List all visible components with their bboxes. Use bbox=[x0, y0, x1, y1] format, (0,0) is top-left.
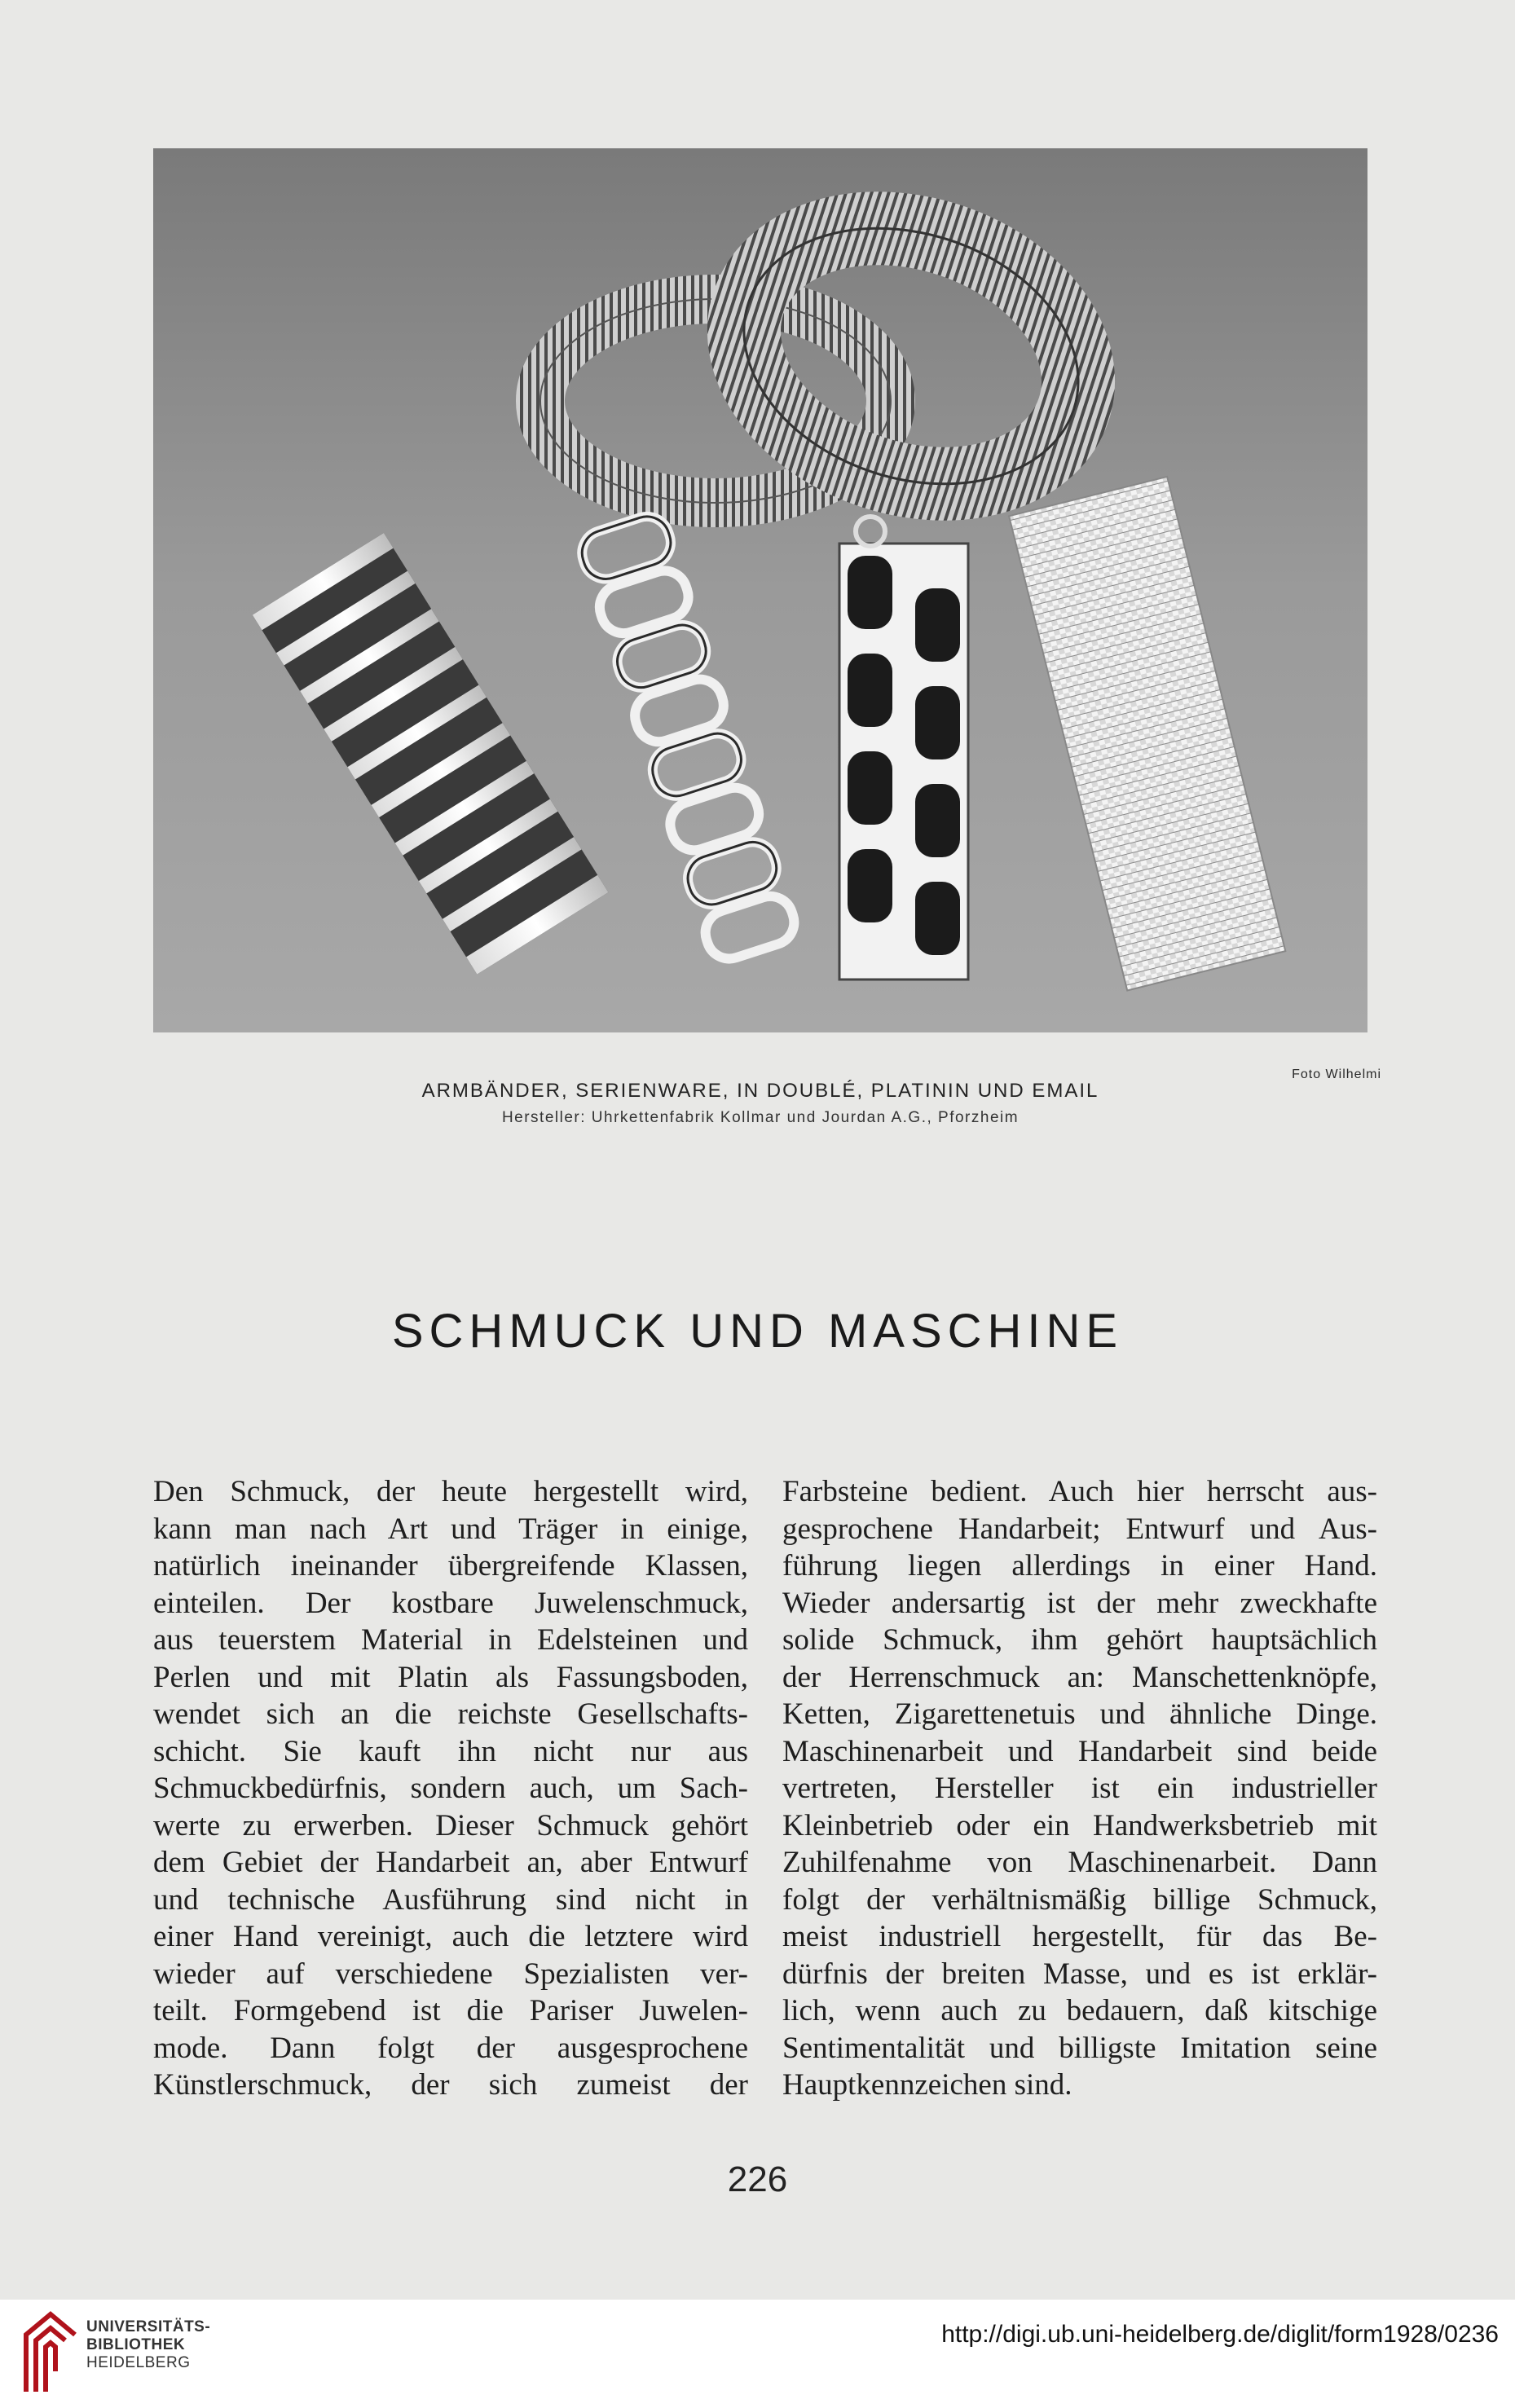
footer-bar bbox=[0, 2300, 1515, 2408]
library-name-line: BIBLIOTHEK bbox=[86, 2336, 186, 2353]
text-line: lich, wenn auch zu bedauern, daß kitschige bbox=[782, 1994, 1377, 2027]
bracelets-illustration bbox=[153, 148, 1367, 1032]
text-line: natürlich ineinander übergreifende Klassen, bbox=[153, 1549, 748, 1583]
text-line: wieder auf verschiedene Spezialisten ver- bbox=[153, 1957, 748, 1991]
text-line: folgt der verhältnismäßig billige Schmuck, bbox=[782, 1882, 1377, 1917]
text-line: dürfnis der breiten Masse, und es ist erklär- bbox=[782, 1957, 1377, 1991]
text-line: mode. Dann folgt der ausgesprochene bbox=[153, 2031, 748, 2065]
article-title: SCHMUCK UND MASCHINE bbox=[391, 1305, 1124, 1358]
text-line: Sentimentalität und billigste Imitation seine bbox=[782, 2031, 1377, 2065]
text-line: vertreten, Hersteller ist ein industrieller bbox=[782, 1772, 1377, 1805]
library-logo-icon[interactable] bbox=[18, 2306, 83, 2396]
text-line: einer Hand vereinigt, auch die letztere wird bbox=[153, 1920, 748, 1953]
text-line: Zuhilfenahme von Maschinenarbeit. Dann bbox=[782, 1846, 1377, 1879]
article-body bbox=[153, 1473, 1377, 2125]
text-line: werte zu erwerben. Dieser Schmuck gehört bbox=[153, 1808, 748, 1842]
text-line: führung liegen allerdings in einer Hand. bbox=[782, 1549, 1377, 1583]
text-line: Farbsteine bedient. Auch hier herrscht aus- bbox=[782, 1475, 1377, 1508]
library-name[interactable] bbox=[86, 2318, 210, 2372]
text-line: gesprochene Handarbeit; Entwurf und Aus- bbox=[782, 1512, 1377, 1546]
right-column bbox=[782, 1473, 1377, 2104]
text-line: Künstlerschmuck, der sich zumeist der bbox=[153, 2068, 748, 2102]
text-line: Perlen und mit Platin als Fassungsboden, bbox=[153, 1660, 748, 1694]
photo-caption bbox=[153, 1080, 1367, 1127]
text-line: dem Gebiet der Handarbeit an, aber Entwurf bbox=[153, 1846, 748, 1879]
caption-title: ARMBÄNDER, SERIENWARE, IN DOUBLÉ, PLATININ UND EMAIL bbox=[421, 1080, 1099, 1102]
bracelet-enamel bbox=[839, 517, 968, 979]
photo-credit: Foto Wilhelmi bbox=[1292, 1068, 1381, 1081]
library-name-line: UNIVERSITÄTS- bbox=[86, 2318, 211, 2335]
text-line: Kleinbetrieb oder ein Handwerksbetrieb mit bbox=[782, 1808, 1377, 1842]
text-line: Wieder andersartig ist der mehr zweckhafte bbox=[782, 1586, 1377, 1620]
text-line: Maschinenarbeit und Handarbeit sind beide bbox=[782, 1734, 1377, 1768]
bracelets-photo bbox=[153, 148, 1367, 1032]
text-line: einteilen. Der kostbare Juwelenschmuck, bbox=[153, 1586, 748, 1620]
text-line: aus teuerstem Material in Edelsteinen und bbox=[153, 1623, 748, 1657]
text-line: schicht. Sie kauft ihn nicht nur aus bbox=[153, 1734, 748, 1768]
left-column bbox=[153, 1473, 748, 2104]
text-line: wendet sich an die reichste Gesellschafts- bbox=[153, 1697, 748, 1731]
permalink-url[interactable]: http://digi.ub.uni-heidelberg.de/diglit/form1928/0236 bbox=[941, 2321, 1499, 2348]
text-line: und technische Ausführung sind nicht in bbox=[153, 1882, 748, 1917]
text-line: Schmuckbedürfnis, sondern auch, um Sach- bbox=[153, 1772, 748, 1805]
text-line: teilt. Formgebend ist die Pariser Juwelen- bbox=[153, 1994, 748, 2027]
page-number: 226 bbox=[727, 2159, 788, 2199]
text-line: der Herrenschmuck an: Manschettenknöpfe, bbox=[782, 1660, 1377, 1694]
text-line: Den Schmuck, der heute hergestellt wird, bbox=[153, 1475, 748, 1508]
text-line: Ketten, Zigarettenetuis und ähnliche Dinge. bbox=[782, 1697, 1377, 1731]
text-line: meist industriell hergestellt, für das Be- bbox=[782, 1920, 1377, 1953]
library-name-line: HEIDELBERG bbox=[86, 2354, 191, 2371]
text-line: Hauptkennzeichen sind. bbox=[782, 2068, 1072, 2102]
text-line: kann man nach Art und Träger in einige, bbox=[153, 1512, 748, 1546]
caption-manufacturer: Hersteller: Uhrkettenfabrik Kollmar und Jourdan A.G., Pforzheim bbox=[501, 1109, 1020, 1126]
text-line: solide Schmuck, ihm gehört hauptsächlich bbox=[782, 1623, 1377, 1657]
